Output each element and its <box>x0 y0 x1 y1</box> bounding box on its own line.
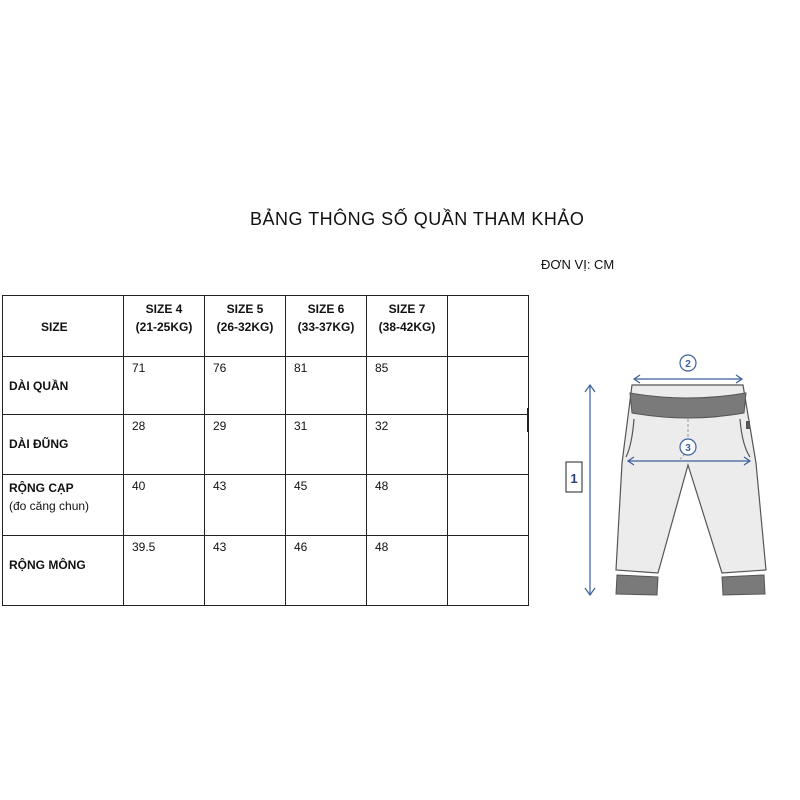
size-name: SIZE 4 <box>145 302 183 316</box>
table-cell: 71 <box>124 357 205 415</box>
empty-cell <box>448 536 529 606</box>
cuff-right <box>722 575 765 595</box>
divider-line <box>527 408 528 432</box>
table-cell: 48 <box>367 475 448 536</box>
table-cell: 76 <box>205 357 286 415</box>
marker-1-box <box>566 462 582 492</box>
header-size-5 <box>205 296 286 357</box>
row-label-cell <box>3 415 124 475</box>
side-tag <box>746 421 750 429</box>
table-cell: 32 <box>367 415 448 475</box>
table-row <box>3 536 529 606</box>
unit-label: ĐƠN VỊ: CM <box>541 257 615 272</box>
marker-2-label: 2 <box>685 359 691 370</box>
pants-measurement-diagram <box>560 345 795 605</box>
header-size-cell <box>3 296 124 357</box>
table-row <box>3 415 529 475</box>
header-size-6 <box>286 296 367 357</box>
marker-1-label: 1 <box>570 471 578 486</box>
table-cell: 31 <box>286 415 367 475</box>
empty-header-cell <box>448 296 529 357</box>
row-label-cell <box>3 357 124 415</box>
size-weight: (38-42KG) <box>378 320 436 334</box>
header-size-4 <box>124 296 205 357</box>
empty-cell <box>448 357 529 415</box>
empty-cell <box>448 415 529 475</box>
table-row <box>3 475 529 536</box>
table-cell: 28 <box>124 415 205 475</box>
table-cell: 43 <box>205 475 286 536</box>
size-weight: (33-37KG) <box>297 320 355 334</box>
table-cell: 48 <box>367 536 448 606</box>
size-chart-table <box>2 295 529 606</box>
table-cell: 39.5 <box>124 536 205 606</box>
table-cell: 29 <box>205 415 286 475</box>
size-weight: (21-25KG) <box>135 320 193 334</box>
table-row <box>3 357 529 415</box>
waist-arrow <box>634 355 742 383</box>
marker-3-label: 3 <box>685 443 691 454</box>
table-cell: 43 <box>205 536 286 606</box>
row-label-cell <box>3 536 124 606</box>
row-sublabel: (đo căng chun) <box>9 499 90 513</box>
empty-cell <box>448 475 529 536</box>
row-label: DÀI QUẦN <box>9 379 69 393</box>
page-title: BẢNG THÔNG SỐ QUẦN THAM KHẢO <box>250 209 585 229</box>
size-name: SIZE 7 <box>388 302 426 316</box>
row-label: RỘNG MÔNG <box>9 558 86 572</box>
header-size-label: SIZE <box>41 320 68 334</box>
table-cell: 45 <box>286 475 367 536</box>
length-arrow <box>585 385 595 595</box>
header-size-7 <box>367 296 448 357</box>
table-cell: 40 <box>124 475 205 536</box>
table-cell: 85 <box>367 357 448 415</box>
table-header-row <box>3 296 529 357</box>
row-label: RỘNG CẠP <box>9 481 74 495</box>
table-cell: 46 <box>286 536 367 606</box>
size-name: SIZE 6 <box>307 302 345 316</box>
row-label-cell <box>3 475 124 536</box>
size-weight: (26-32KG) <box>216 320 274 334</box>
size-name: SIZE 5 <box>226 302 264 316</box>
row-label-block <box>3 475 123 515</box>
row-label: DÀI ĐŨNG <box>9 437 69 451</box>
cuff-left <box>616 575 658 595</box>
table-cell: 81 <box>286 357 367 415</box>
